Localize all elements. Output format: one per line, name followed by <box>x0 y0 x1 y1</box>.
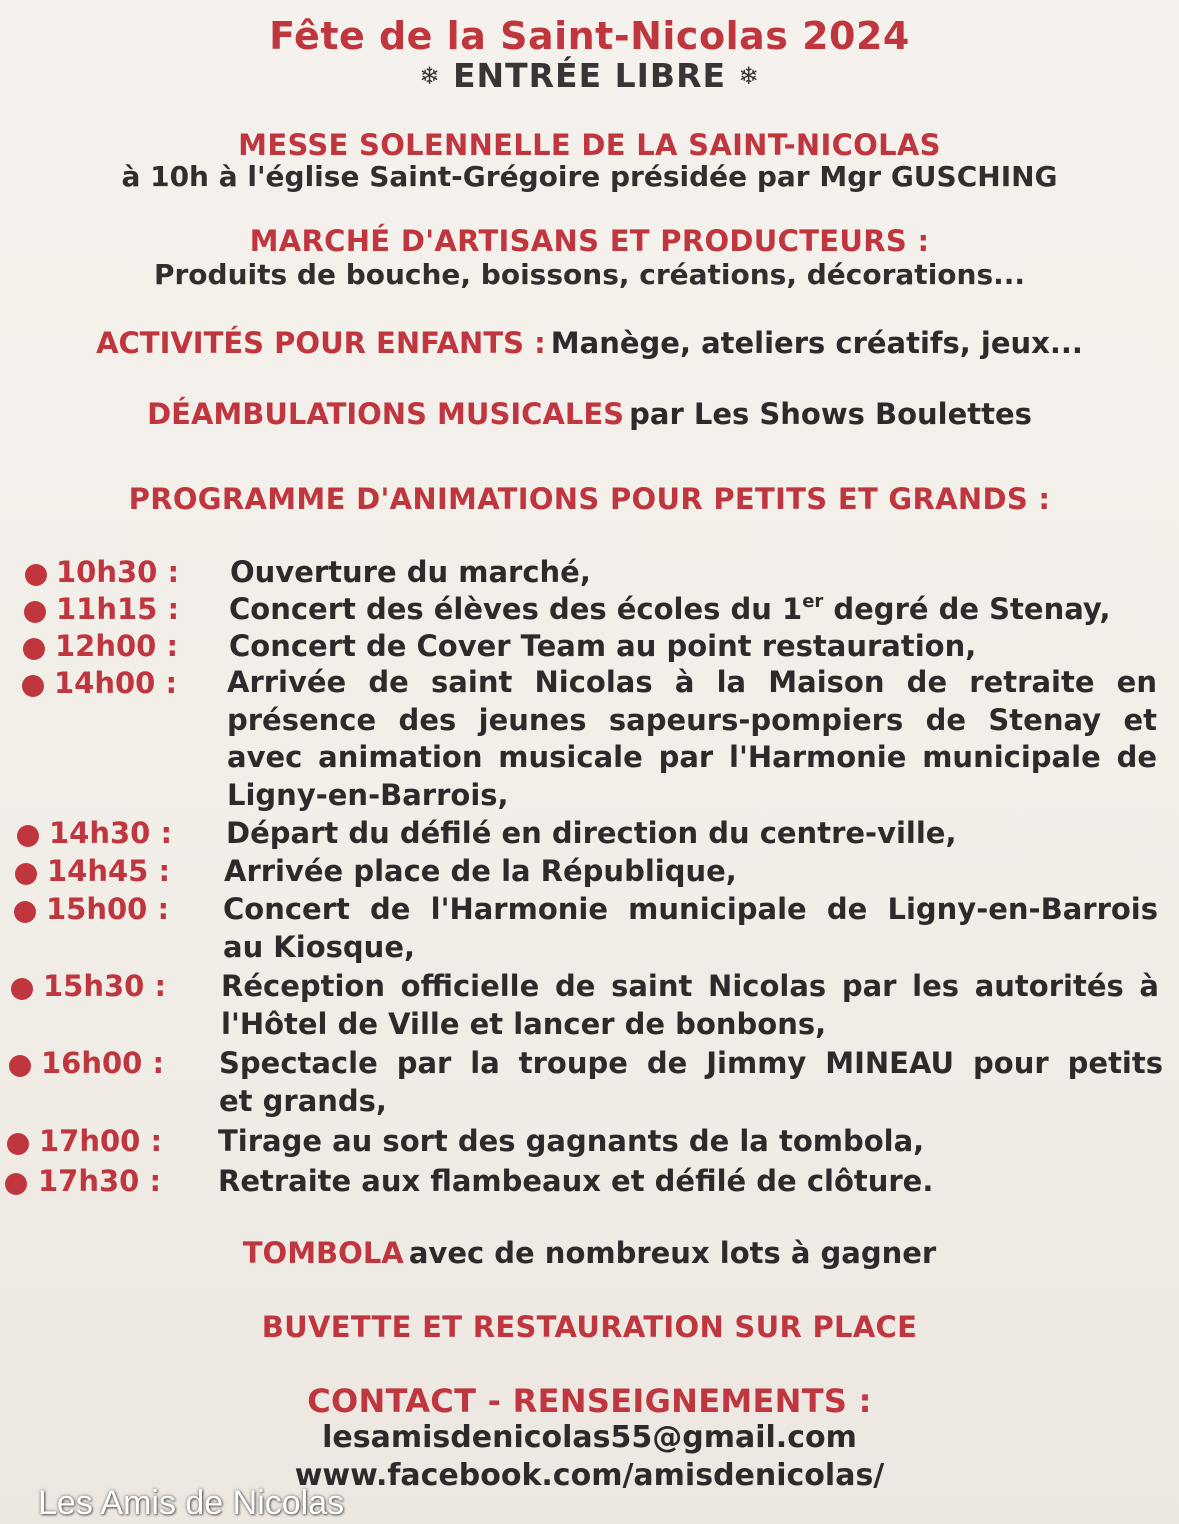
bullet-icon <box>24 601 46 623</box>
tombola-line <box>0 1236 1179 1270</box>
programme-heading: PROGRAMME D'ANIMATIONS POUR PETITS ET GRANDS : <box>128 482 1051 516</box>
schedule-time: 14h30 : <box>49 816 173 850</box>
schedule-time: 15h00 : <box>46 892 170 926</box>
schedule-description: Départ du défilé en direction du centre-ville, <box>226 816 957 850</box>
bullet-icon <box>22 675 44 697</box>
schedule-description: Concert de Cover Team au point restauration, <box>229 629 977 663</box>
schedule-description: Ouverture du marché, <box>230 555 591 589</box>
deambulations-heading: DÉAMBULATIONS MUSICALES <box>147 397 625 431</box>
activites-line <box>0 326 1179 360</box>
bullet-icon <box>9 1055 31 1077</box>
free-entry-label: ENTRÉE LIBRE <box>452 56 727 95</box>
schedule-description <box>229 591 1111 629</box>
watermark-caption: Les Amis de Nicolas <box>38 1484 345 1522</box>
bullet-icon <box>5 1173 27 1195</box>
buvette-heading: BUVETTE ET RESTAURATION SUR PLACE <box>261 1310 918 1344</box>
tombola-heading: TOMBOLA <box>242 1236 404 1270</box>
bullet-icon <box>25 564 47 586</box>
marche-heading: MARCHÉ D'ARTISANS ET PRODUCTEURS : <box>249 224 930 258</box>
bullet-icon <box>23 638 45 660</box>
schedule-time: 17h00 : <box>39 1124 163 1158</box>
messe-heading: MESSE SOLENNELLE DE LA SAINT-NICOLAS <box>238 128 941 162</box>
event-title: Fête de la Saint-Nicolas 2024 <box>269 14 910 58</box>
schedule-description: Arrivée place de la République, <box>224 854 737 888</box>
contact-website[interactable]: www.facebook.com/amisdenicolas/ <box>294 1458 885 1493</box>
tombola-text: avec de nombreux lots à gagner <box>408 1236 937 1270</box>
schedule-time: 14h00 : <box>54 666 178 700</box>
schedule-time: 14h45 : <box>47 854 171 888</box>
schedule-time: 17h30 : <box>38 1164 162 1198</box>
schedule-time: 12h00 : <box>55 629 179 663</box>
bullet-icon <box>14 901 36 923</box>
schedule-description: Spectacle par la troupe de Jimmy MINEAU pour petits et grands, <box>219 1046 1163 1118</box>
schedule-description: Retraite aux flambeaux et défilé de clôture. <box>218 1164 934 1198</box>
schedule-line: Concert des élèves des écoles du 1er degré de Stenay, <box>229 591 1111 626</box>
deambulations-line <box>0 397 1179 431</box>
bullet-icon <box>7 1133 29 1155</box>
activites-text: Manège, ateliers créatifs, jeux... <box>550 326 1083 360</box>
contact-heading: CONTACT - RENSEIGNEMENTS : <box>307 1382 872 1420</box>
activites-heading: ACTIVITÉS POUR ENFANTS : <box>96 326 546 360</box>
bullet-icon <box>11 978 33 1000</box>
schedule-time: 11h15 : <box>56 592 180 626</box>
free-entry-subtitle <box>0 56 1179 95</box>
schedule-time: 10h30 : <box>56 555 180 589</box>
schedule-description: Arrivée de saint Nicolas à la Maison de retraite en présence des jeunes sapeurs-pompiers de Stenay et avec animation musicale par l'Harmonie municipale de Ligny-en-Barrois, <box>227 665 1157 812</box>
bullet-icon <box>17 825 39 847</box>
schedule-description: Tirage au sort des gagnants de la tombola, <box>218 1124 925 1158</box>
deambulations-text: par Les Shows Boulettes <box>629 397 1032 431</box>
schedule-time: 16h00 : <box>41 1046 165 1080</box>
snowflake-icon: ❄ <box>738 62 760 90</box>
schedule-description: Réception officielle de saint Nicolas par les autorités à l'Hôtel de Ville et lancer de bonbons, <box>221 969 1159 1041</box>
marche-text: Produits de bouche, boissons, créations, décorations... <box>153 258 1026 291</box>
messe-text: à 10h à l'église Saint-Grégoire présidée par Mgr GUSCHING <box>121 160 1058 193</box>
bullet-icon <box>15 863 37 885</box>
schedule-description: Concert de l'Harmonie municipale de Ligny-en-Barrois au Kiosque, <box>223 892 1158 964</box>
contact-email[interactable]: lesamisdenicolas55@gmail.com <box>322 1420 857 1455</box>
snowflake-icon: ❄ <box>419 62 441 90</box>
schedule-time: 15h30 : <box>43 969 167 1003</box>
